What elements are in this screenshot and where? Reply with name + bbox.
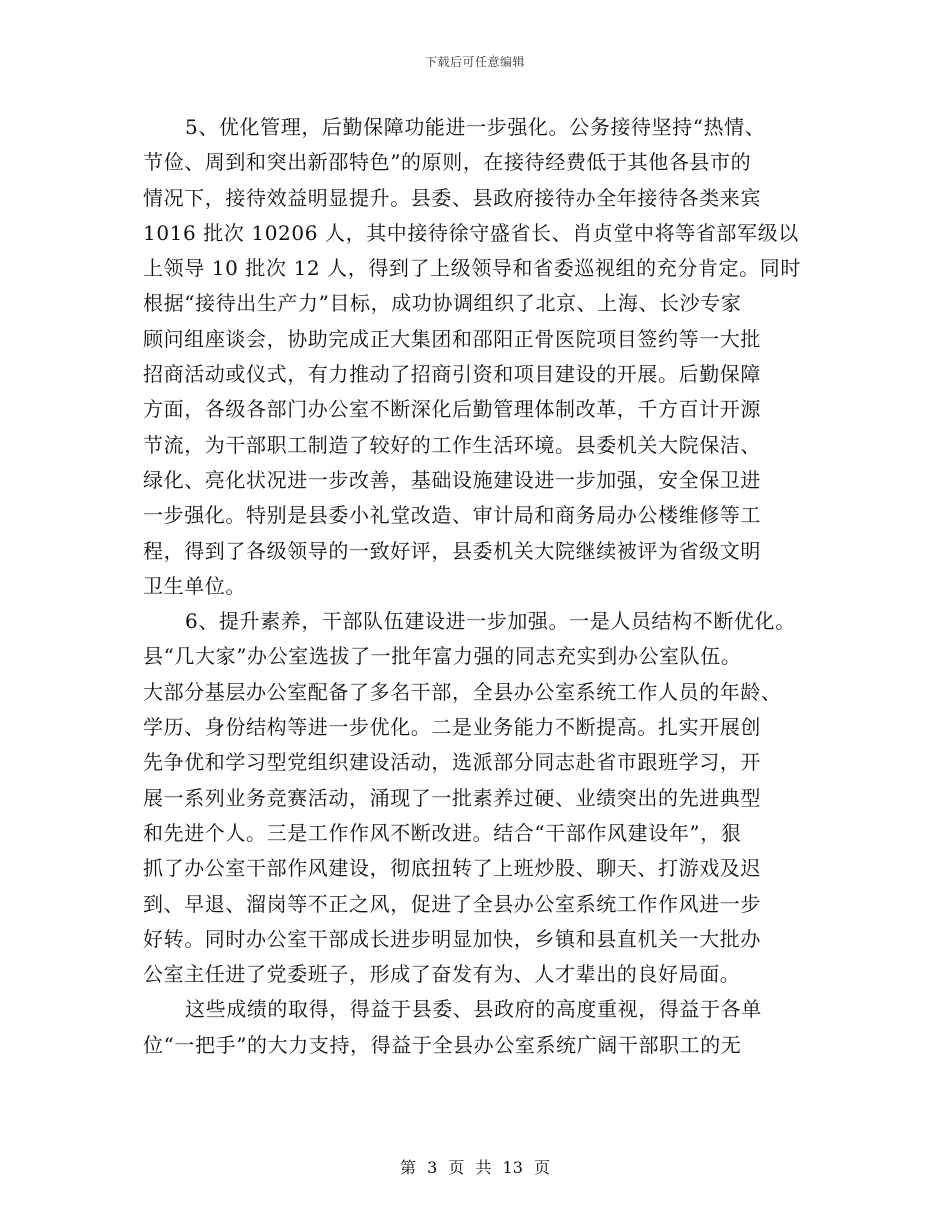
- paragraph-5-line-5: 上领导 10 批次 12 人，得到了上级领导和省委巡视组的充分肯定。同时: [143, 256, 801, 281]
- paragraph-5-line-11: 绿化、亮化状况进一步改善，基础设施建设进一步加强，安全保卫进: [143, 467, 761, 492]
- paragraph-5-line-1: 5、优化管理，后勤保障功能进一步强化。公务接待坚持“热情、: [185, 115, 766, 139]
- paragraph-6-line-8: 抓了办公室干部作风建设，彻底扭转了上班炒股、聊天、打游戏及迟: [143, 856, 761, 881]
- paragraph-5-line-2: 节俭、周到和突出新邵特色”的原则，在接待经费低于其他各县市的: [143, 150, 752, 175]
- paragraph-5-line-14: 卫生单位。: [143, 573, 246, 598]
- conclusion-line-1: 这些成绩的取得，得益于县委、县政府的高度重视，得益于各单: [185, 997, 762, 1022]
- paragraph-6-line-1: 6、提升素养，干部队伍建设进一步加强。一是人员结构不断优化。: [185, 609, 796, 634]
- paragraph-5-line-3: 情况下，接待效益明显提升。县委、县政府接待办全年接待各类来宾: [143, 185, 761, 210]
- paragraph-5-line-6: 根据“接待出生产力”目标，成功协调组织了北京、上海、长沙专家: [143, 291, 742, 316]
- header-note: 下载后可任意编辑: [424, 55, 525, 69]
- paragraph-6-line-5: 先争优和学习型党组织建设活动，选派部分同志赴省市跟班学习，开: [143, 750, 761, 775]
- paragraph-6-line-7: 和先进个人。三是工作作风不断改进。结合“干部作风建设年”，狠: [143, 820, 742, 845]
- document-body: [143, 110, 823, 1063]
- paragraph-5-line-12: 一步强化。特别是县委小礼堂改造、审计局和商务局办公楼维修等工: [143, 503, 761, 528]
- paragraph-6-line-9: 到、早退、溜岗等不正之风，促进了全县办公室系统工作作风进一步: [143, 891, 761, 916]
- paragraph-6-line-10: 好转。同时办公室干部成长进步明显加快，乡镇和县直机关一大批办: [143, 926, 761, 951]
- paragraph-6-line-11: 公室主任进了党委班子，形成了奋发有为、人才辈出的良好局面。: [143, 962, 741, 987]
- paragraph-6-line-2: 县“几大家”办公室选拔了一批年富力强的同志充实到办公室队伍。: [143, 644, 742, 669]
- paragraph-6-line-4: 学历、身份结构等进一步优化。二是业务能力不断提高。扎实开展创: [143, 715, 761, 740]
- paragraph-5-line-7: 顾问组座谈会，协助完成正大集团和邵阳正骨医院项目签约等一大批: [143, 326, 761, 351]
- conclusion-line-2: 位“一把手”的大力支持，得益于全县办公室系统广阔干部职工的无: [143, 1032, 742, 1057]
- paragraph-5-line-8: 招商活动或仪式，有力推动了招商引资和项目建设的开展。后勤保障: [143, 362, 761, 387]
- paragraph-5-line-10: 节流，为干部职工制造了较好的工作生活环境。县委机关大院保洁、: [143, 432, 761, 457]
- paragraph-5-line-13: 程，得到了各级领导的一致好评，县委机关大院继续被评为省级文明: [143, 538, 761, 563]
- paragraph-5-line-4: 1016 批次 10206 人，其中接待徐守盛省长、肖贞堂中将等省部军级以: [143, 220, 799, 245]
- paragraph-5-line-9: 方面，各级各部门办公室不断深化后勤管理体制改革，千方百计开源: [143, 397, 761, 422]
- paragraph-6-line-6: 展一系列业务竞赛活动，涌现了一批素养过硬、业绩突出的先进典型: [143, 785, 761, 810]
- paragraph-6-line-3: 大部分基层办公室配备了多名干部，全县办公室系统工作人员的年龄、: [143, 679, 782, 704]
- page-number: 第 3 页 共 13 页: [400, 1158, 550, 1177]
